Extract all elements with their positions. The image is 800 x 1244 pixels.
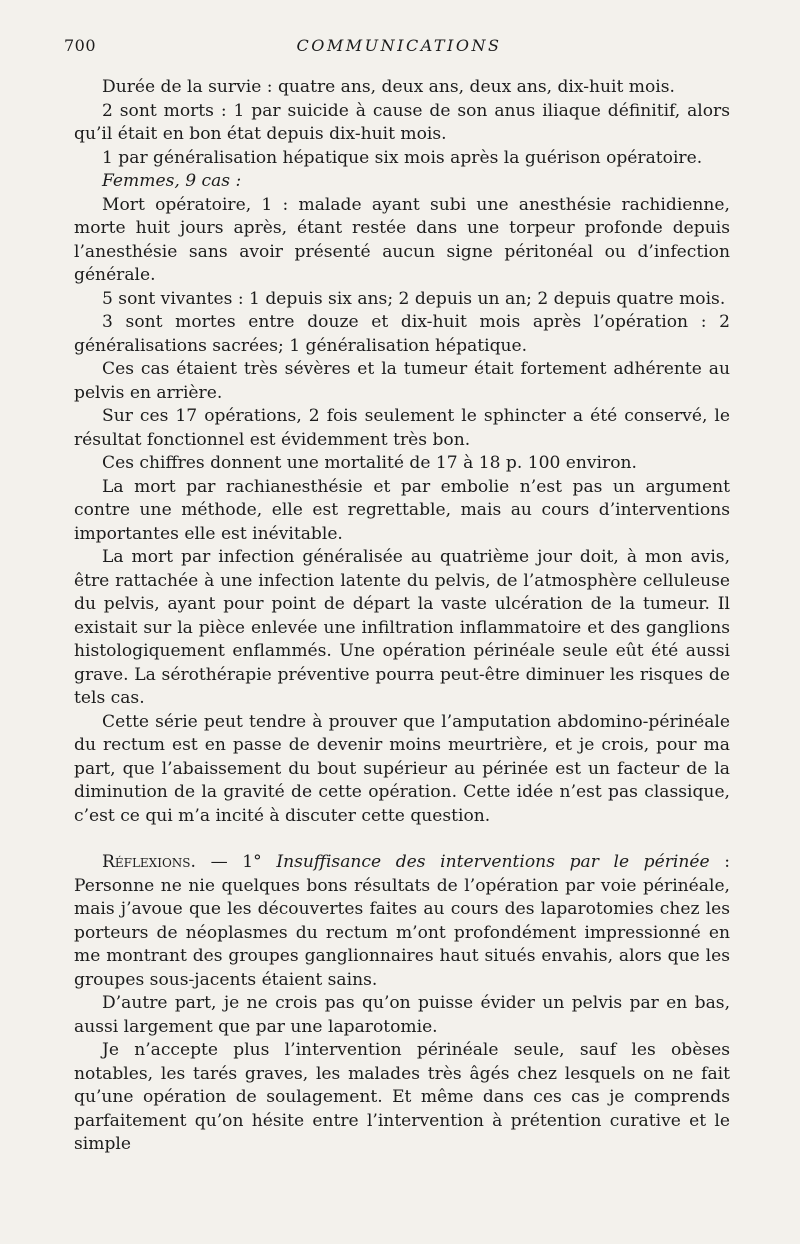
paragraph: 5 sont vivantes : 1 depuis six ans; 2 depuis un an; 2 depuis quatre mois. xyxy=(102,288,726,309)
running-title: COMMUNICATIONS xyxy=(296,36,502,55)
paragraph: Ces cas étaient très sévères et la tumeur était fortement adhérente au pelvis en arrière. xyxy=(74,359,730,403)
reflexions-dash: — 1° xyxy=(195,852,277,872)
page-header xyxy=(64,36,734,60)
body-text xyxy=(74,76,730,1157)
paragraph: La mort par infection généralisée au quatrième jour doit, à mon avis, être rattachée à une infection latente du pelvis, de l’atmosphère celluleuse du pelvis, ayant pour point de départ la vaste ulcération de la tumeur. Il existait sur la pièce enlevée une infiltration inflammatoire et des ganglions histologiquement enflammés. Une opération périnéale seule eût été aussi grave. La sérothérapie préventive pourra peut-être diminuer les risques de tels cas. xyxy=(74,547,730,708)
section-subheading-femmes: Femmes, 9 cas : xyxy=(102,171,242,191)
reflexions-paragraph xyxy=(74,851,730,992)
paragraph: Ces chiffres donnent une mortalité de 17 à 18 p. 100 environ. xyxy=(102,453,637,473)
reflexions-label: Réflexions. xyxy=(102,852,196,872)
paragraph: Mort opératoire, 1 : malade ayant subi une anesthésie rachidienne, morte huit jours après, étant restée dans une torpeur profonde depuis l’anesthésie sans avoir présenté aucun signe péritonéal ou d’infection générale. xyxy=(74,194,730,285)
paragraph: La mort par rachianesthésie et par embolie n’est pas un argument contre une méthode, elle est regrettable, mais au cours d’interventions importantes elle est inévitable. xyxy=(74,476,730,544)
paragraph: Cette série peut tendre à prouver que l’amputation abdomino-périnéale du rectum est en passe de devenir moins meurtrière, et je crois, pour ma part, que l’abaissement du bout supérieur au périnée est un facteur de la diminution de la gravité de cette opération. Cette idée n’est pas classique, c’est ce qui m’a incité à discuter cette question. xyxy=(74,711,730,826)
paragraph: Durée de la survie : quatre ans, deux ans, deux ans, dix-huit mois. xyxy=(102,77,675,97)
page-number: 700 xyxy=(64,36,97,55)
paragraph: 2 sont morts : 1 par suicide à cause de son anus iliaque définitif, alors qu’il était en bon état depuis dix-huit mois. xyxy=(74,100,730,144)
reflexions-text: : Personne ne nie quelques bons résultats de l’opération par voie périnéale, mais j’avoue que les découvertes faites au cours des laparotomies chez les porteurs de néoplasmes du rectum m’ont profondément impressionné en me montrant des groupes ganglionnaires haut situés envahis, alors que les groupes sous-jacents étaient sains. xyxy=(74,852,730,990)
paragraph: D’autre part, je ne crois pas qu’on puisse évider un pelvis par en bas, aussi largement que par une laparotomie. xyxy=(74,993,730,1037)
reflexions-heading: Insuffisance des interventions par le périnée xyxy=(276,852,710,872)
paragraph: 1 par généralisation hépatique six mois après la guérison opératoire. xyxy=(102,147,703,168)
paragraph: Je n’accepte plus l’intervention périnéale seule, sauf les obèses notables, les tarés graves, les malades très âgés chez lesquels on ne fait qu’une opération de soulagement. Et même dans ces cas je comprends parfaitement qu’on hésite entre l’intervention à prétention curative et le simple xyxy=(74,1040,730,1154)
paragraph: Sur ces 17 opérations, 2 fois seulement le sphincter a été conservé, le résultat fonctionnel est évidemment très bon. xyxy=(74,406,730,450)
paragraph: 3 sont mortes entre douze et dix-huit mois après l’opération : 2 généralisations sacrées; 1 généralisation hépatique. xyxy=(74,312,730,356)
